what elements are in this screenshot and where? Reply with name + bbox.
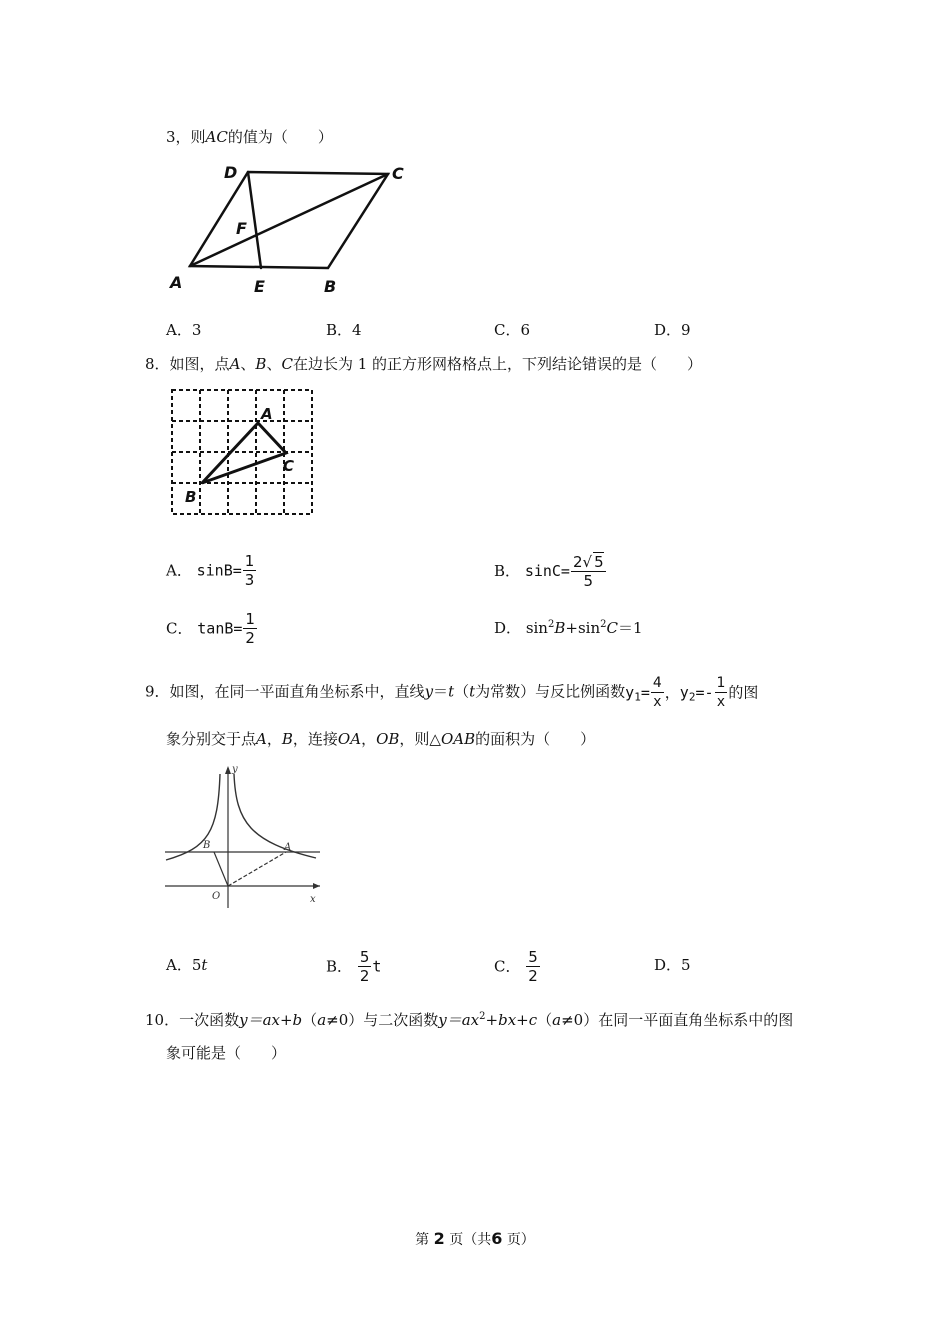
q9-y1: y [625, 683, 635, 702]
q10-formula: y＝ax+b [239, 1011, 303, 1029]
q8-stem [145, 353, 702, 375]
q7-label-e: E [254, 277, 265, 296]
option-lhs: sinC= [524, 562, 570, 580]
q8-text: 在边长为 1 的正方形网格格点上，下列结论错误的是（ ） [292, 355, 703, 373]
fraction-num: 4 [652, 675, 662, 691]
q9-stem-line2 [166, 728, 595, 750]
q7-option-c[interactable] [494, 319, 530, 341]
fraction-den: 2 [528, 967, 538, 985]
q8-label-b: B [185, 488, 197, 506]
fraction-den: 5 [583, 572, 594, 590]
q9-segment-oa [228, 852, 286, 886]
fraction [243, 610, 257, 647]
fraction [526, 948, 540, 985]
fraction-den: x [716, 694, 726, 710]
q9-var: t [469, 682, 476, 701]
footer-text: 页） [506, 1232, 535, 1248]
q9-text: ， [361, 730, 377, 748]
q9-label-o: O [212, 891, 221, 902]
radicand: 5 [594, 553, 604, 571]
q8-option-b[interactable] [494, 552, 607, 590]
q9-segment-ob [214, 852, 228, 886]
q8-label-a: A [261, 405, 273, 423]
q9-option-b[interactable] [326, 948, 381, 985]
q8-sep: 、 [266, 355, 282, 373]
exponent: 2 [479, 1011, 486, 1022]
option-value: 6 [520, 321, 531, 339]
q9-text: ＝ [433, 682, 449, 701]
fraction-num [571, 552, 606, 572]
q9-var: OA [337, 730, 362, 748]
q9-x-arrow [313, 883, 320, 889]
fraction-num: 1 [716, 675, 726, 691]
footer-text: 第 [415, 1232, 430, 1248]
expr: sin [525, 619, 548, 637]
q9-var: y [424, 682, 434, 701]
option-lhs: sinB= [196, 561, 242, 580]
option-var: t [372, 957, 382, 976]
q9-sub: 2 [688, 690, 696, 704]
q9-text: 为常数）与反比例函数 [475, 682, 626, 701]
q7-label-a: A [170, 273, 183, 292]
exponent: 2 [547, 619, 555, 630]
q7-option-a[interactable] [166, 319, 201, 341]
q7-text-prefix: 3，则 [166, 128, 206, 146]
q9-eq: =- [695, 683, 714, 702]
expr: +sin [565, 619, 601, 637]
option-letter: A． [166, 321, 192, 339]
q10-formula: +bx+c [485, 1011, 538, 1029]
fraction-num: 1 [244, 552, 255, 570]
q7-option-d[interactable] [654, 319, 691, 341]
fraction [243, 552, 257, 589]
q7-label-c: C [392, 164, 404, 183]
q9-option-a[interactable] [166, 954, 207, 976]
q9-curve-y1 [234, 774, 316, 858]
q9-text: ， [664, 683, 680, 702]
q8-var: A [229, 355, 241, 373]
page-footer [0, 1229, 950, 1249]
fraction-den: 2 [359, 967, 370, 985]
option-value: 4 [352, 321, 362, 339]
fraction-den: 3 [244, 571, 255, 589]
fraction-den: 2 [245, 629, 255, 647]
fraction-num: 5 [359, 948, 370, 966]
option-value: 3 [191, 321, 202, 339]
q9-label-x: x [310, 894, 316, 905]
option-letter: C． [494, 957, 521, 976]
fraction [651, 674, 664, 711]
option-letter: B． [326, 957, 353, 976]
q9-number: 9． [145, 682, 170, 701]
q9-text: 象分别交于点 [166, 730, 257, 748]
option-letter: D． [654, 956, 682, 974]
q9-eq: = [640, 683, 650, 702]
var: B [554, 619, 566, 637]
fraction [358, 948, 372, 985]
option-var: t [201, 956, 208, 974]
q8-grid-figure [165, 385, 320, 520]
q9-sub: 1 [634, 690, 641, 704]
q10-formula: y＝ax [438, 1011, 480, 1029]
fraction [715, 674, 728, 711]
sqrt-sign: √ [582, 553, 593, 571]
q10-var: a [317, 1011, 327, 1029]
fraction-den: x [653, 694, 662, 710]
exponent: 2 [600, 619, 607, 630]
page-total: 6 [491, 1229, 503, 1248]
fraction [571, 552, 606, 590]
q7-continuation [166, 126, 333, 148]
page-number: 2 [433, 1229, 445, 1248]
q10-stem-line2: 象可能是（ ） [166, 1044, 287, 1062]
q9-label-a: A [284, 842, 292, 853]
fraction-num: 5 [528, 948, 538, 966]
q9-text: 的图 [728, 683, 759, 702]
q10-number: 10． [145, 1011, 180, 1029]
q7-option-b[interactable] [326, 319, 362, 341]
q9-option-d[interactable] [654, 954, 691, 976]
q10-stem-line1 [145, 1006, 793, 1031]
q9-var: t [448, 682, 455, 701]
option-letter: A． [166, 561, 192, 580]
q9-var: OB [376, 730, 400, 748]
q9-label-y: y [232, 764, 238, 775]
q8-var: B [255, 355, 267, 373]
q9-text: （ [454, 682, 470, 701]
q8-option-a[interactable] [166, 552, 257, 589]
q7-segment-de [248, 172, 261, 268]
option-letter: A． [166, 956, 192, 974]
q7-parallelogram-figure [160, 158, 420, 298]
q7-label-b: B [324, 277, 337, 296]
q7-text-suffix: 的值为（ ） [227, 128, 333, 146]
option-letter: C． [494, 321, 521, 339]
option-letter: D． [494, 619, 522, 637]
q8-var: C [281, 355, 293, 373]
q9-y-arrow [225, 766, 231, 774]
fraction-num: 1 [245, 610, 255, 628]
option-letter: D． [654, 321, 682, 339]
q9-var: OAB [440, 730, 476, 748]
q9-var: B [281, 730, 293, 748]
q7-label-f: F [236, 219, 247, 238]
q9-var: A [256, 730, 267, 748]
option-letter: C． [166, 619, 193, 638]
q9-text: 如图，在同一平面直角坐标系中，直线 [169, 682, 425, 701]
option-letter: B． [494, 562, 521, 580]
q10-text: 一次函数 [179, 1011, 240, 1029]
q7-label-d: D [224, 163, 238, 182]
option-value: 9 [681, 321, 691, 339]
q9-stem-line1 [145, 674, 758, 711]
option-value: 5 [681, 956, 691, 974]
q8-sep: 、 [240, 355, 256, 373]
q10-var: a [552, 1011, 562, 1029]
q8-number: 8． [145, 355, 170, 373]
q9-graph-figure [160, 762, 330, 912]
option-letter: B． [326, 321, 353, 339]
q10-text: （ [537, 1011, 553, 1029]
q7-var-ac: AC [205, 128, 228, 146]
option-lhs: tanB= [197, 619, 243, 638]
q9-curve-y2 [166, 774, 220, 860]
q8-label-c: C [283, 457, 295, 475]
q9-text: ，则△ [399, 730, 441, 748]
q8-option-d[interactable] [494, 614, 643, 639]
q10-text: ≠0）与二次函数 [326, 1011, 439, 1029]
q9-text: ， [266, 730, 282, 748]
option-value: 5 [191, 956, 202, 974]
q9-option-c[interactable] [494, 948, 541, 985]
coef: 2 [572, 553, 583, 571]
q9-text: ，连接 [292, 730, 338, 748]
q9-y2: y [679, 683, 689, 702]
var: C [606, 619, 618, 637]
q10-text: ≠0）在同一平面直角坐标系中的图 [561, 1011, 794, 1029]
q9-label-b: B [203, 840, 211, 851]
footer-text: 页（共 [449, 1232, 492, 1248]
q10-text: （ [302, 1011, 318, 1029]
q8-option-c[interactable] [166, 610, 258, 647]
q9-text: 的面积为（ ） [475, 730, 596, 748]
q8-text: 如图，点 [169, 355, 230, 373]
expr: ＝1 [617, 619, 643, 637]
